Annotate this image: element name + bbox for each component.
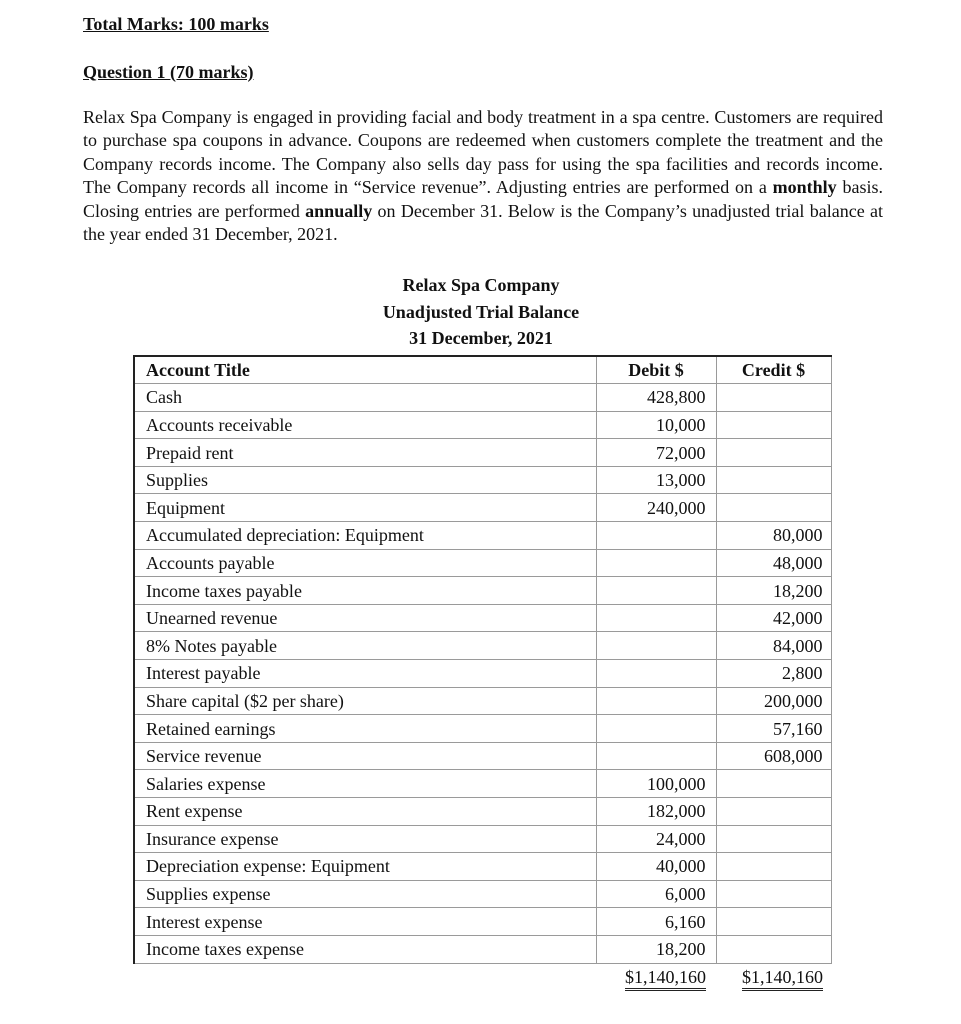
caption-date: 31 December, 2021 — [409, 328, 553, 348]
account-title-cell: Accounts receivable — [134, 411, 596, 439]
table-row — [134, 522, 831, 550]
table-row — [134, 466, 831, 494]
account-title-cell: Prepaid rent — [134, 439, 596, 467]
account-title-cell: Interest payable — [134, 660, 596, 688]
header-debit: Debit $ — [596, 356, 716, 384]
debit-cell: 10,000 — [596, 411, 716, 439]
account-title-cell: Salaries expense — [134, 770, 596, 798]
credit-cell — [716, 770, 831, 798]
debit-cell — [596, 687, 716, 715]
debit-cell — [596, 549, 716, 577]
debit-cell: 13,000 — [596, 466, 716, 494]
debit-cell — [596, 577, 716, 605]
account-title-cell: Supplies expense — [134, 880, 596, 908]
credit-cell — [716, 908, 831, 936]
table-row — [134, 853, 831, 881]
debit-cell: 24,000 — [596, 825, 716, 853]
table-row — [134, 494, 831, 522]
total-debit-cell — [596, 963, 716, 991]
credit-cell — [716, 466, 831, 494]
account-title-cell: Supplies — [134, 466, 596, 494]
credit-cell — [716, 384, 831, 412]
account-title-cell: Retained earnings — [134, 715, 596, 743]
credit-cell: 608,000 — [716, 742, 831, 770]
credit-cell: 80,000 — [716, 522, 831, 550]
question-title: Question 1 (70 marks) — [83, 62, 254, 82]
debit-cell: 72,000 — [596, 439, 716, 467]
paragraph-text-1: Relax Spa Company is engaged in providing facial and body treatment in a spa centre. Customers are required to purchase spa coupons in advance. Coupons are redeemed when customers complete the treatment and the Company records income. The Company also sells day pass for using the spa facilities and records income. The Company records all income in “Service revenue”. Adjusting entries are performed on a — [83, 107, 883, 198]
debit-cell: 6,000 — [596, 880, 716, 908]
account-title-cell: Unearned revenue — [134, 604, 596, 632]
debit-cell: 100,000 — [596, 770, 716, 798]
table-row — [134, 660, 831, 688]
paragraph-text-3: on December 31. Below is the Company’s unadjusted trial balance at the year ended 31 December, 2021. — [83, 200, 883, 245]
table-row — [134, 439, 831, 467]
credit-cell — [716, 494, 831, 522]
table-header-row — [134, 356, 831, 384]
debit-cell — [596, 660, 716, 688]
total-credit: $1,140,160 — [742, 967, 823, 991]
account-title-cell: Rent expense — [134, 798, 596, 826]
table-row — [134, 577, 831, 605]
table-row — [134, 384, 831, 412]
debit-cell: 428,800 — [596, 384, 716, 412]
credit-cell: 42,000 — [716, 604, 831, 632]
credit-cell — [716, 439, 831, 467]
credit-cell: 18,200 — [716, 577, 831, 605]
credit-cell: 57,160 — [716, 715, 831, 743]
credit-cell — [716, 853, 831, 881]
table-row — [134, 411, 831, 439]
account-title-cell: Equipment — [134, 494, 596, 522]
header-credit: Credit $ — [716, 356, 831, 384]
totals-row — [134, 963, 831, 991]
credit-cell — [716, 411, 831, 439]
account-title-cell: Interest expense — [134, 908, 596, 936]
table-row — [134, 742, 831, 770]
caption-statement: Unadjusted Trial Balance — [382, 302, 580, 322]
credit-cell: 2,800 — [716, 660, 831, 688]
total-credit-cell — [716, 963, 831, 991]
debit-cell — [596, 742, 716, 770]
question-paragraph — [83, 106, 883, 246]
credit-cell — [716, 935, 831, 963]
credit-cell: 48,000 — [716, 549, 831, 577]
account-title-cell: Cash — [134, 384, 596, 412]
table-row — [134, 908, 831, 936]
table-row — [134, 880, 831, 908]
table-row — [134, 687, 831, 715]
credit-cell: 200,000 — [716, 687, 831, 715]
paragraph-text-2: basis. Closing entries are performed — [83, 177, 884, 221]
header-account-title: Account Title — [134, 356, 596, 384]
debit-cell: 40,000 — [596, 853, 716, 881]
account-title-cell: Income taxes payable — [134, 577, 596, 605]
account-title-cell: Depreciation expense: Equipment — [134, 853, 596, 881]
account-title-cell: Income taxes expense — [134, 935, 596, 963]
account-title-cell: Share capital ($2 per share) — [134, 687, 596, 715]
credit-cell: 84,000 — [716, 632, 831, 660]
table-row — [134, 604, 831, 632]
debit-cell: 182,000 — [596, 798, 716, 826]
debit-cell: 18,200 — [596, 935, 716, 963]
debit-cell — [596, 522, 716, 550]
credit-cell — [716, 798, 831, 826]
account-title-cell: Service revenue — [134, 742, 596, 770]
credit-cell — [716, 880, 831, 908]
table-row — [134, 798, 831, 826]
paragraph-bold-monthly: monthly — [772, 177, 837, 198]
table-row — [134, 632, 831, 660]
table-row — [134, 549, 831, 577]
table-row — [134, 715, 831, 743]
debit-cell — [596, 604, 716, 632]
table-row — [134, 825, 831, 853]
total-marks-heading: Total Marks: 100 marks — [83, 14, 269, 34]
caption-company: Relax Spa Company — [402, 275, 560, 295]
account-title-cell: Insurance expense — [134, 825, 596, 853]
account-title-cell: 8% Notes payable — [134, 632, 596, 660]
debit-cell: 240,000 — [596, 494, 716, 522]
table-row — [134, 935, 831, 963]
debit-cell — [596, 632, 716, 660]
paragraph-bold-annually: annually — [305, 200, 373, 221]
debit-cell: 6,160 — [596, 908, 716, 936]
table-row — [134, 770, 831, 798]
total-debit: $1,140,160 — [625, 967, 706, 991]
totals-spacer — [134, 963, 596, 991]
account-title-cell: Accumulated depreciation: Equipment — [134, 522, 596, 550]
trial-balance-table — [133, 355, 832, 991]
debit-cell — [596, 715, 716, 743]
credit-cell — [716, 825, 831, 853]
account-title-cell: Accounts payable — [134, 549, 596, 577]
